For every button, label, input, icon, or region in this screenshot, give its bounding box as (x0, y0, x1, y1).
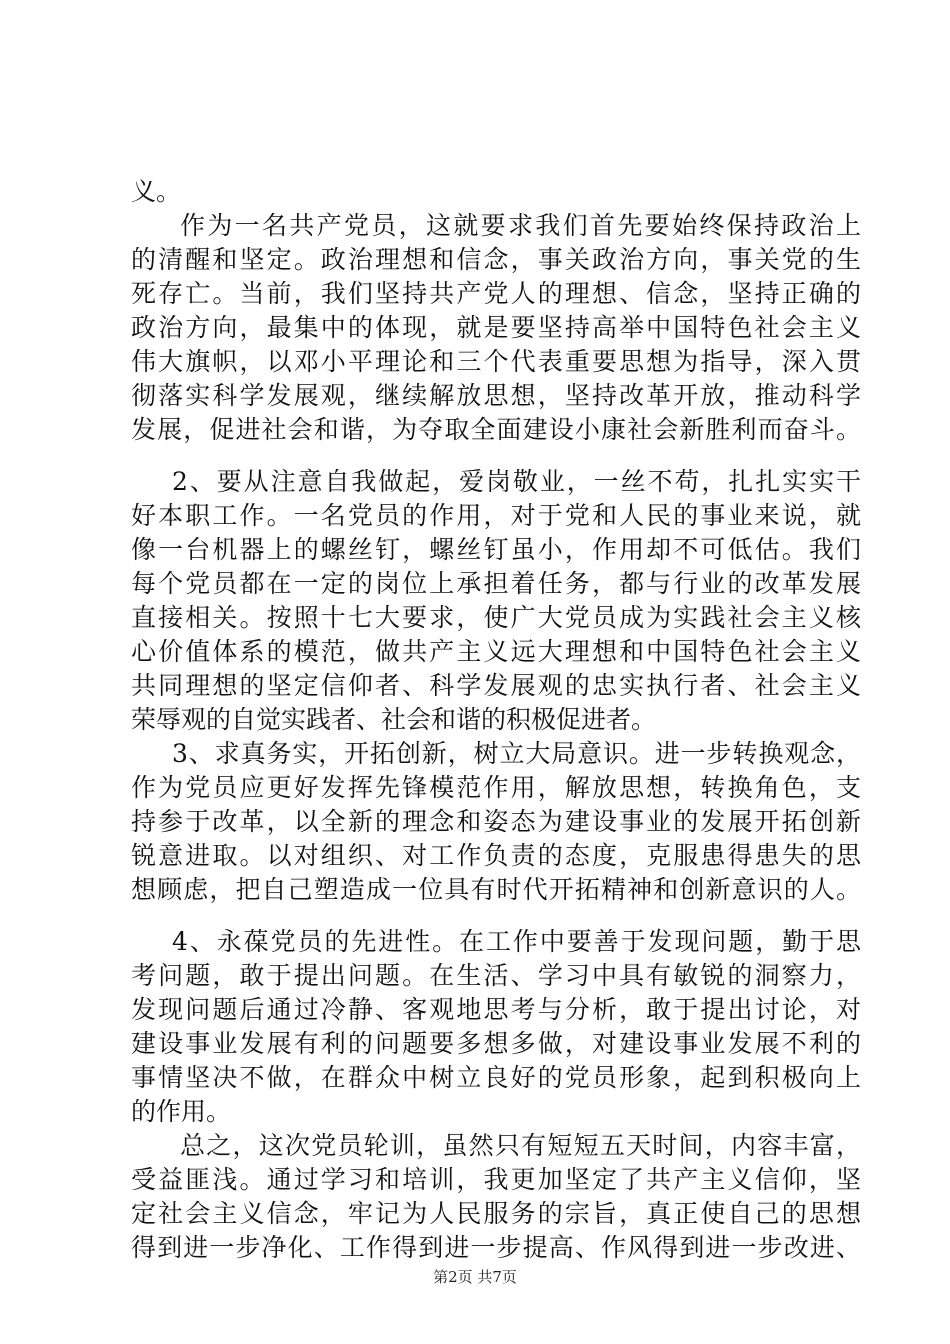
text-line: 像一台机器上的螺丝钉，螺丝钉虽小，作用却不可低估。我们 (131, 535, 861, 564)
text-line: 彻落实科学发展观，继续解放思想，坚持改革开放，推动科学 (131, 381, 861, 410)
text-line: 2、要从注意自我做起，爱岗敬业，一丝不苟，扎扎实实干 (172, 467, 861, 496)
text-line: 作为党员应更好发挥先锋模范作用，解放思想，转换角色，支 (131, 773, 861, 802)
text-line: 持参于改革，以全新的理念和姿态为建设事业的发展开拓创新 (131, 807, 861, 836)
text-line: 直接相关。按照十七大要求，使广大党员成为实践社会主义核 (131, 603, 861, 632)
text-line: 4、永葆党员的先进性。在工作中要善于发现问题，勤于思 (172, 927, 861, 956)
text-line: 死存亡。当前，我们坚持共产党人的理想、信念，坚持正确的 (131, 279, 861, 308)
text-line: 心价值体系的模范，做共产主义远大理想和中国特色社会主义 (131, 637, 861, 666)
text-line: 3、求真务实，开拓创新，树立大局意识。进一步转换观念， (172, 739, 861, 768)
text-line: 伟大旗帜，以邓小平理论和三个代表重要思想为指导，深入贯 (131, 347, 861, 376)
text-line: 建设事业发展有利的问题要多想多做，对建设事业发展不利的 (131, 1029, 861, 1058)
text-line: 发展，促进社会和谐，为夺取全面建设小康社会新胜利而奋斗。 (131, 415, 861, 444)
text-line: 总之，这次党员轮训，虽然只有短短五天时间，内容丰富， (180, 1131, 861, 1160)
text-line: 事情坚决不做，在群众中树立良好的党员形象，起到积极向上 (131, 1063, 861, 1092)
text-line: 定社会主义信念，牢记为人民服务的宗旨，真正使自己的思想 (131, 1199, 861, 1228)
text-line: 受益匪浅。通过学习和培训，我更加坚定了共产主义信仰，坚 (131, 1165, 861, 1194)
text-line: 发现问题后通过冷静、客观地思考与分析，敢于提出讨论，对 (131, 995, 861, 1024)
text-line: 好本职工作。一名党员的作用，对于党和人民的事业来说，就 (131, 501, 861, 530)
text-line: 的清醒和坚定。政治理想和信念，事关政治方向，事关党的生 (131, 245, 861, 274)
text-line: 想顾虑，把自己塑造成一位具有时代开拓精神和创新意识的人。 (131, 875, 861, 904)
text-line: 作为一名共产党员，这就要求我们首先要始终保持政治上 (180, 211, 861, 240)
text-line: 荣辱观的自觉实践者、社会和谐的积极促进者。 (131, 705, 657, 734)
text-line: 共同理想的坚定信仰者、科学发展观的忠实执行者、社会主义 (131, 671, 861, 700)
text-line: 锐意进取。以对组织、对工作负责的态度，克服患得患失的思 (131, 841, 861, 870)
text-line: 义。 (131, 177, 182, 206)
page-number-footer: 第2页 共7页 (433, 1268, 517, 1286)
text-line: 每个党员都在一定的岗位上承担着任务，都与行业的改革发展 (131, 569, 861, 598)
text-line: 得到进一步净化、工作得到进一步提高、作风得到进一步改进、 (131, 1233, 861, 1262)
text-line: 政治方向，最集中的体现，就是要坚持高举中国特色社会主义 (131, 313, 861, 342)
text-line: 考问题，敢于提出问题。在生活、学习中具有敏锐的洞察力， (131, 961, 861, 990)
text-line: 的作用。 (131, 1097, 232, 1126)
